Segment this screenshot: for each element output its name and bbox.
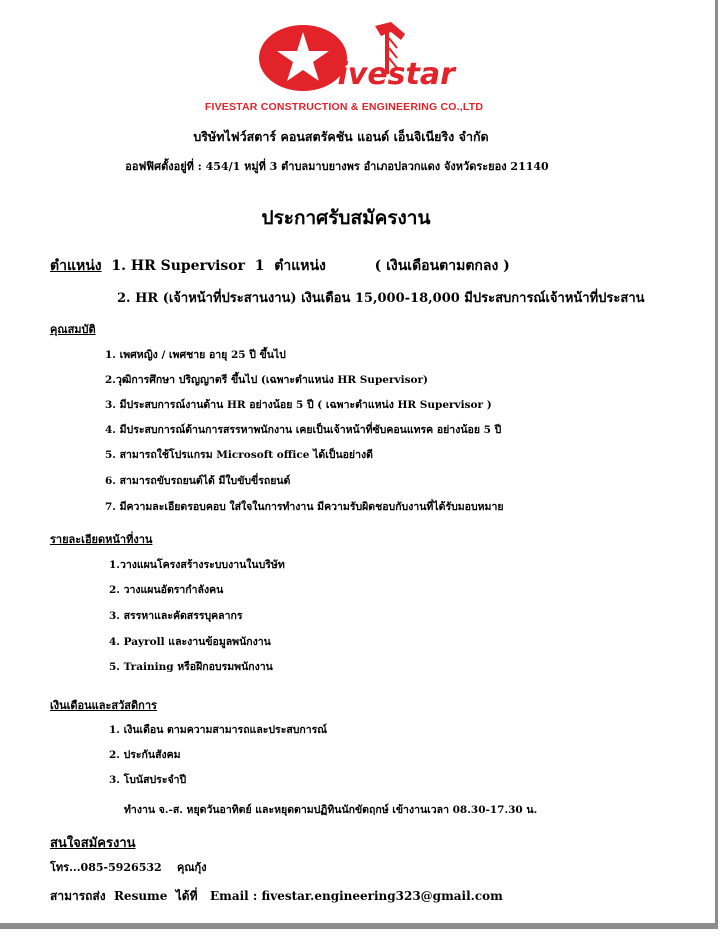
contact-phone: โทร...085-5926532 คุณกุ้ง <box>50 861 207 874</box>
qualification-item: 6. สามารถขับรถยนต์ได้ มีใบขับขี่รถยนต์ <box>105 475 291 487</box>
position-1-text: 1. HR Supervisor 1 ตำแหน่ง ( เงินเดือนตามตกลง ) <box>101 258 510 274</box>
qualification-item: 3. มีประสบการณ์งานด้าน HR อย่างน้อย 5 ปี ( เฉพาะตำแหน่ง HR Supervisor ) <box>105 399 492 411</box>
qualifications-heading: คุณสมบัติ <box>50 323 96 336</box>
duty-item: 1.วางแผนโครงสร้างระบบงานในบริษัท <box>109 559 285 571</box>
duty-item: 5. Training หรือฝึกอบรมพนักงาน <box>109 661 273 673</box>
qualification-item: 4. มีประสบการณ์ด้านการสรรหาพนักงาน เคยเป็นเจ้าหน้าที่ซับคอนแทรค อย่างน้อย 5 ปี <box>105 424 502 436</box>
duty-item: 3. สรรหาและคัดสรรบุคลากร <box>109 610 243 622</box>
company-name-english: FIVESTAR CONSTRUCTION & ENGINEERING CO.,LTD <box>204 101 484 113</box>
position-label: ตำแหน่ง <box>50 258 102 274</box>
position-line-1 <box>50 255 510 277</box>
page-title: ประกาศรับสมัครงาน <box>261 207 431 229</box>
benefit-item: 2. ประกันสังคม <box>109 749 181 761</box>
svg-text:Fivestar: Fivestar <box>317 57 455 92</box>
work-hours: ทำงาน จ.-ส. หยุดวันอาทิตย์ และหยุดตามปฏิทินนักขัตฤกษ์ เข้างานเวลา 08.30-17.30 น. <box>124 804 538 816</box>
qualification-item: 2.วุฒิการศึกษา ปริญญาตรี ขึ้นไป (เฉพาะตำแหน่ง HR Supervisor) <box>105 374 429 386</box>
duty-item: 2. วางแผนอัตรากำลังคน <box>109 584 224 596</box>
position-line-2: 2. HR (เจ้าหน้าที่ประสานงาน) เงินเดือน 15,000-18,000 มีประสบการณ์เจ้าหน้าที่ประสาน <box>117 291 645 306</box>
benefit-item: 3. โบนัสประจำปี <box>109 774 187 786</box>
company-name-thai: บริษัทไฟว์สตาร์ คอนสตรัคชัน แอนด์ เอ็นจิเนียริง จำกัด <box>193 129 489 144</box>
contact-heading: สนใจสมัครงาน <box>50 836 136 851</box>
qualification-item: 5. สามารถใช้โปรแกรม Microsoft office ได้เป็นอย่างดี <box>105 449 373 461</box>
benefits-heading: เงินเดือนและสวัสดิการ <box>50 699 157 712</box>
fivestar-logo <box>255 18 455 102</box>
qualification-item: 1. เพศหญิง / เพศชาย อายุ 25 ปี ขึ้นไป <box>105 349 286 361</box>
duty-item: 4. Payroll และงานข้อมูลพนักงาน <box>109 636 271 648</box>
company-address: ออฟฟิศตั้งอยู่ที่ : 454/1 หมู่ที่ 3 ตำบลมาบยางพร อำเภอปลวกแดง จังหวัดระยอง 21140 <box>125 160 549 173</box>
contact-email: สามารถส่ง Resume ได้ที่ Email : fivestar.engineering323@gmail.com <box>50 889 503 903</box>
benefit-item: 1. เงินเดือน ตามความสามารถและประสบการณ์ <box>109 724 328 736</box>
duties-heading: รายละเอียดหน้าที่งาน <box>50 533 153 546</box>
qualification-item: 7. มีความละเอียดรอบคอบ ใส่ใจในการทำงาน มีความรับผิดชอบกับงานที่ได้รับมอบหมาย <box>105 501 504 513</box>
